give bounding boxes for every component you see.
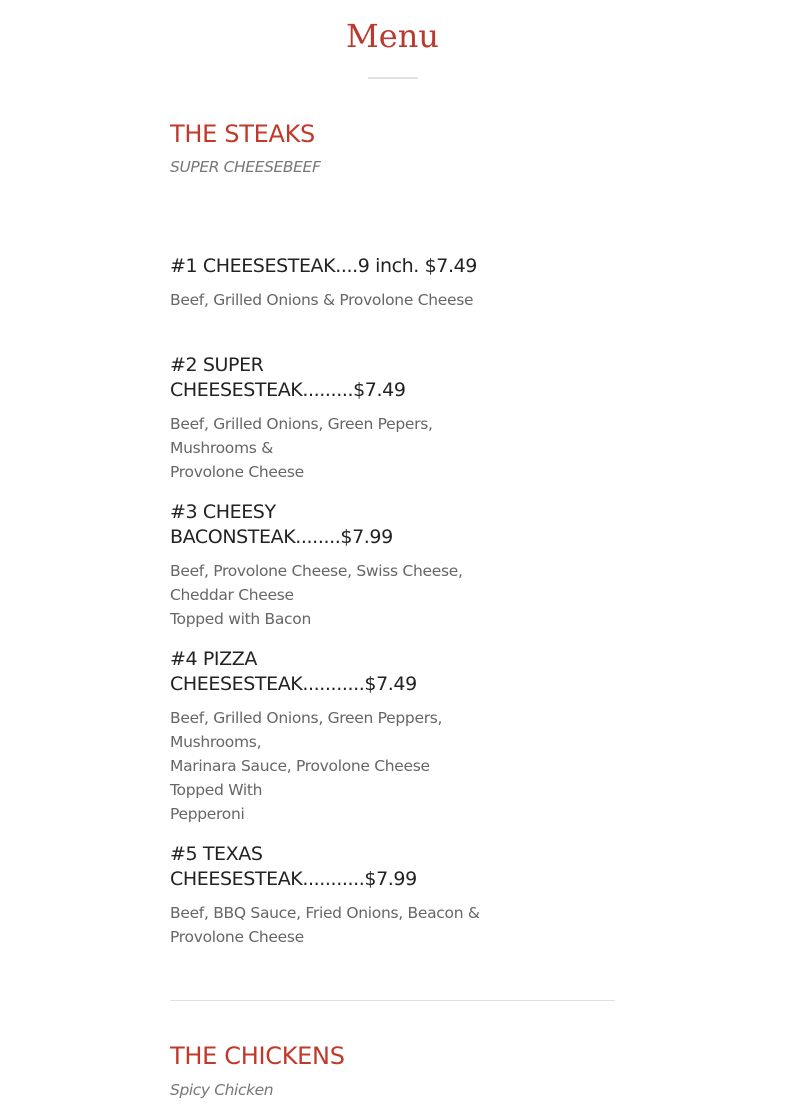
section-subheading-steaks: SUPER CHEESEBEEF bbox=[170, 158, 321, 176]
description-line: Topped with Bacon bbox=[170, 610, 311, 628]
description-line: Cheddar Cheese bbox=[170, 586, 294, 604]
menu-title: Menu bbox=[346, 17, 439, 55]
description-line: Beef, Grilled Onions, Green Peppers, bbox=[170, 709, 443, 727]
description-line: Beef, BBQ Sauce, Fried Onions, Beacon & bbox=[170, 904, 480, 922]
menu-item-title: #5 TEXAS CHEESESTEAK...........$7.99 bbox=[170, 843, 417, 890]
menu-item-3 bbox=[170, 500, 500, 631]
section-heading-chickens: THE CHICKENS bbox=[170, 1042, 345, 1070]
description-line: Marinara Sauce, Provolone Cheese bbox=[170, 757, 430, 775]
description-line: Mushrooms & bbox=[170, 439, 273, 457]
menu-item-2 bbox=[170, 353, 500, 484]
description-line: Provolone Cheese bbox=[170, 463, 304, 481]
menu-item-description bbox=[170, 288, 500, 312]
menu-item-title: #1 CHEESESTEAK....9 inch. $7.49 bbox=[170, 255, 477, 277]
description-line: Topped With bbox=[170, 781, 263, 799]
menu-item-title: #3 CHEESY BACONSTEAK........$7.99 bbox=[170, 501, 393, 548]
section-subheading-chickens: Spicy Chicken bbox=[170, 1081, 274, 1099]
menu-item-5 bbox=[170, 842, 480, 949]
description-line: Provolone Cheese bbox=[170, 928, 304, 946]
description-line: Pepperoni bbox=[170, 805, 245, 823]
menu-item-description bbox=[170, 901, 480, 949]
menu-item-description bbox=[170, 412, 500, 484]
menu-item-title: #2 SUPER CHEESESTEAK.........$7.49 bbox=[170, 354, 406, 401]
description-line: Mushrooms, bbox=[170, 733, 262, 751]
menu-item-description bbox=[170, 559, 500, 631]
menu-item-1 bbox=[170, 254, 500, 312]
section-divider bbox=[170, 1000, 615, 1001]
menu-item-4 bbox=[170, 647, 500, 826]
title-divider bbox=[368, 77, 418, 79]
menu-item-description bbox=[170, 706, 500, 826]
description-line: Beef, Grilled Onions, Green Pepers, bbox=[170, 415, 433, 433]
description-line: Beef, Grilled Onions & Provolone Cheese bbox=[170, 291, 474, 309]
menu-item-title: #4 PIZZA CHEESESTEAK...........$7.49 bbox=[170, 648, 417, 695]
description-line: Beef, Provolone Cheese, Swiss Cheese, bbox=[170, 562, 463, 580]
section-heading-steaks: THE STEAKS bbox=[170, 120, 315, 148]
